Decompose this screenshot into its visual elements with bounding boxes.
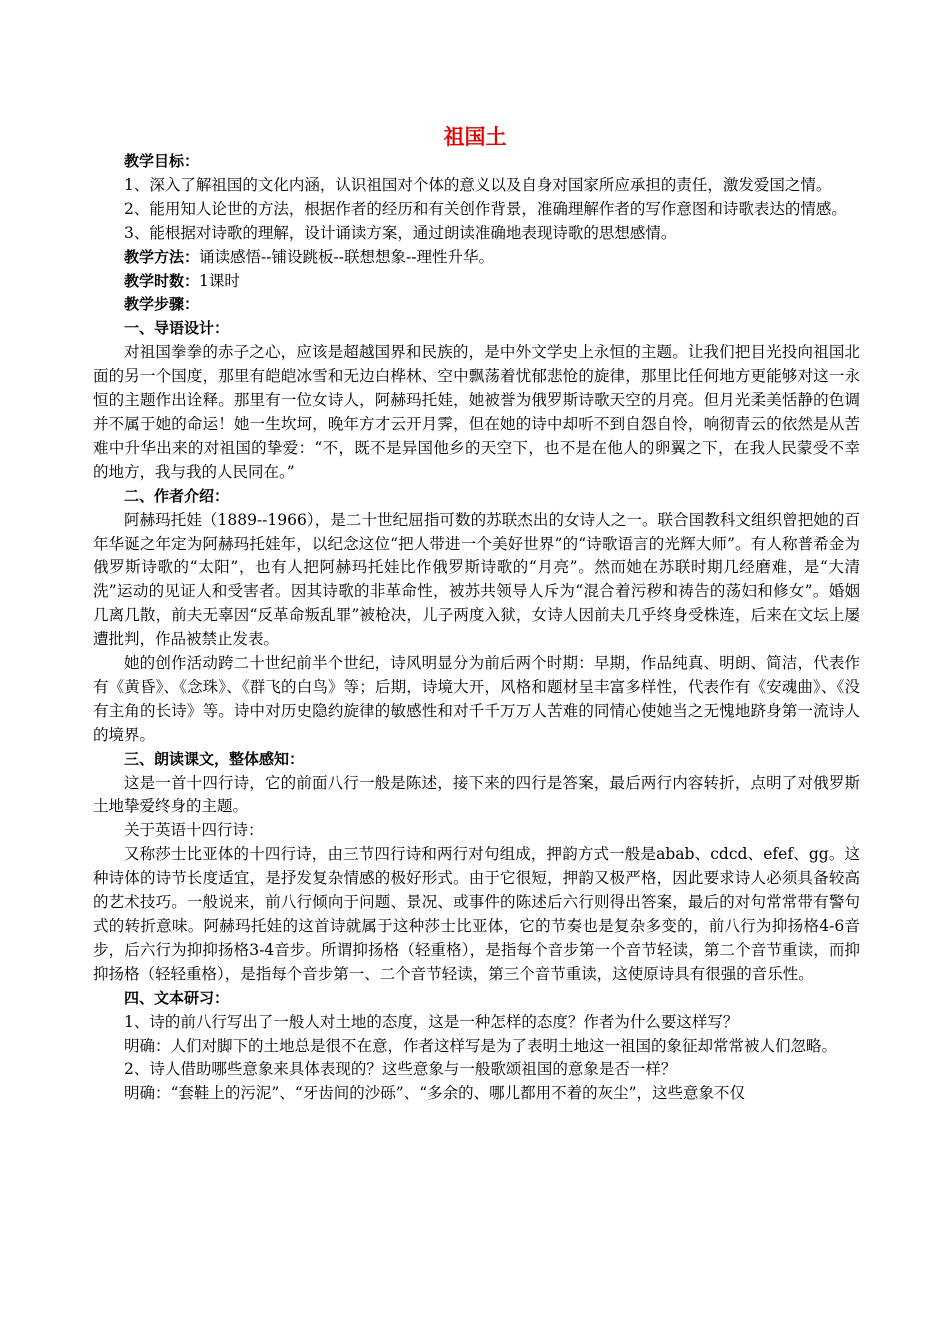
section-4-answer-1: 明确：人们对脚下的土地总是很不在意，作者这样写是为了表明土地这一祖国的象征却常常被人们忽略。 (124, 1036, 838, 1055)
section-4-answer-2: 明确：“套鞋上的污泥”、“牙齿间的沙砾”、“多余的、哪儿都用不着的灰尘”，这些意象不仅 (124, 1084, 746, 1103)
section-2-paragraph-1: 阿赫玛托娃（1889--1966），是二十世纪屈指可数的苏联杰出的女诗人之一。联合国教科文组织曾把她的百年华诞之年定为阿赫玛托娃年，以纪念这位“把人带进一个美好世界”的“诗歌语言的光辉大师”。有人称普希金为俄罗斯诗歌的“太阳”，也有人把阿赫玛托娃比作俄罗斯诗歌的“月亮”。然而她在苏联时期几经磨难，是“大清洗”运动的见证人和受害者。因其诗歌的非革命性，被苏共领导人斥为“混合着污秽和祷告的荡妇和修女”。婚姻几离几散，前夫无辜因“反革命叛乱罪”被枪决，儿子两度入狱，女诗人因前夫几乎终身受株连，后来在文坛上屡遭批判，作品被禁止发表。 (93, 510, 860, 649)
section-2-heading: 二、作者介绍： (124, 486, 230, 505)
document-body (93, 150, 860, 1106)
section-3-paragraph-3: 又称莎士比亚体的十四行诗，由三节四行诗和两行对句组成，押韵方式一般是abab、cdcd、efef、gg。这种诗体的诗节长度适宜，是抒发复杂情感的极好形式。由于它很短，押韵又极严格，因此要求诗人必须具备较高的艺术技巧。一般说来，前八行倾向于问题、景况、或事件的陈述后六行则得出答案，最后的对句常常带有警句式的转折意味。阿赫玛托娃的这首诗就属于这种莎士比亚体，它的节奏也是复杂多变的，前八行为抑扬格4-6音步，后六行为抑抑扬格3-4音步。所谓抑扬格（轻重格），是指每个音步第一个音节轻读，第二个音节重读，而抑抑扬格（轻轻重格），是指每个音步第一、二个音节轻读，第三个音节重读，这使原诗具有很强的音乐性。 (93, 845, 860, 983)
section-3-paragraph-2: 关于英语十四行诗： (124, 821, 264, 840)
steps-heading: 教学步骤： (124, 295, 200, 314)
section-4-question-1: 1、诗的前八行写出了一般人对土地的态度，这是一种怎样的态度？作者为什么要这样写？ (124, 1012, 739, 1031)
goal-item-2: 2、能用知人论世的方法，根据作者的经历和有关创作背景，准确理解作者的写作意图和诗歌表达的情感。 (124, 199, 847, 218)
method-label: 教学方法： (124, 247, 200, 266)
section-4-heading: 四、文本研习： (124, 988, 230, 1007)
section-3-heading: 三、朗读课文，整体感知： (124, 749, 305, 768)
method-value: 诵读感悟--铺设跳板--联想想象--理性升华。 (199, 247, 494, 266)
section-1-paragraph: 对祖国拳拳的赤子之心，应该是超越国界和民族的，是中外文学史上永恒的主题。让我们把目光投向祖国北面的另一个国度，那里有皑皑冰雪和无边白桦林、空中飘荡着忧郁悲怆的旋律，那里比任何地方更能够对这一永恒的主题作出诠释。那里有一位女诗人，阿赫玛托娃，她被誉为俄罗斯诗歌天空的月亮。但月光柔美恬静的色调并不属于她的命运！她一生坎坷，晚年方才云开月霁，但在她的诗中却听不到自怨自怜，响彻青云的依然是从苦难中升华出来的对祖国的挚爱：“不，既不是异国他乡的天空下，也不是在他人的卵翼之下，在我人民蒙受不幸的地方，我与我的人民同在。” (93, 343, 860, 481)
document-title: 祖国土 (443, 125, 507, 149)
section-1-heading: 一、导语设计： (124, 319, 230, 338)
goal-item-3: 3、能根据对诗歌的理解，设计诵读方案，通过朗读准确地表现诗歌的思想感情。 (124, 223, 677, 242)
section-3-paragraph-1: 这是一首十四行诗，它的前面八行一般是陈述，接下来的四行是答案，最后两行内容转折，点明了对俄罗斯土地挚爱终身的主题。 (93, 773, 860, 816)
hours-value: 1课时 (199, 271, 240, 290)
section-4-question-2: 2、诗人借助哪些意象来具体表现的？这些意象与一般歌颂祖国的意象是否一样？ (124, 1060, 677, 1079)
hours-line (93, 270, 860, 294)
section-2-paragraph-2: 她的创作活动跨二十世纪前半个世纪，诗风明显分为前后两个时期：早期，作品纯真、明朗、简洁，代表作有《黄昏》、《念珠》、《群飞的白鸟》等；后期，诗境大开，风格和题材呈丰富多样性，代表作有《安魂曲》、《没有主角的长诗》等。诗中对历史隐约旋律的敏感性和对千千万万人苦难的同情心使她当之无愧地跻身第一流诗人的境界。 (93, 654, 860, 744)
hours-label: 教学时数： (124, 271, 200, 290)
goal-item-1: 1、深入了解祖国的文化内涵，认识祖国对个体的意义以及自身对国家所应承担的责任，激发爱国之情。 (124, 175, 832, 194)
method-line (93, 246, 860, 270)
goals-heading: 教学目标： (124, 152, 200, 170)
